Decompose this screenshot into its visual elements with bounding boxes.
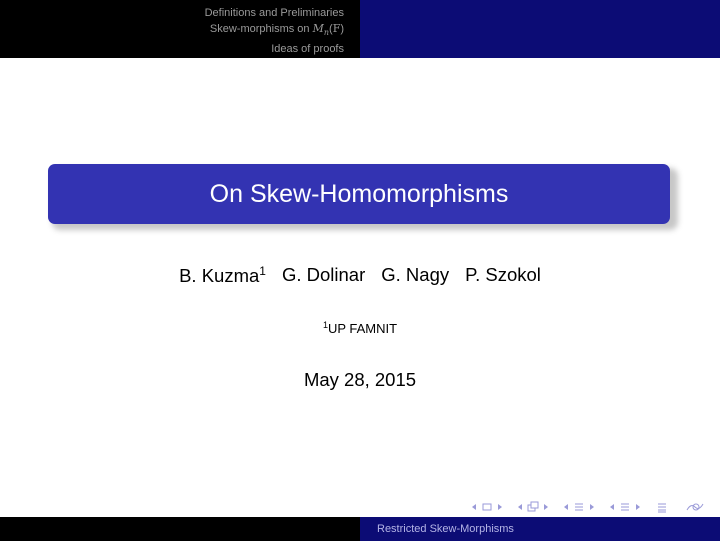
affiliation-mark: 1 [322, 320, 328, 330]
subsection-icon[interactable] [527, 501, 539, 513]
math-field-f: F [332, 22, 341, 35]
spacer [599, 501, 605, 513]
paren-close: ) [340, 23, 344, 35]
footer-right-panel [360, 517, 720, 541]
affiliation-text: UP FAMNIT [327, 321, 398, 336]
nav-section-ideas-of-proofs[interactable]: Ideas of proofs [271, 43, 344, 56]
footer-title: Restricted Skew-Morphisms [377, 523, 514, 535]
nav-section-skew-morphisms[interactable] [0, 21, 344, 41]
section-next-icon[interactable] [588, 501, 596, 513]
affiliation [0, 320, 720, 336]
search-icon[interactable] [684, 501, 708, 513]
nav-section-skew-prefix: Skew-morphisms on [209, 23, 313, 35]
slide-title: On Skew-Homomorphisms [209, 179, 509, 208]
subsection-next2-icon[interactable] [634, 501, 642, 513]
frame-next-icon[interactable] [496, 501, 504, 513]
author-dolinar [282, 264, 365, 287]
subsection-prev-icon[interactable] [516, 501, 524, 513]
header-bar [0, 0, 720, 58]
footer-bar [0, 517, 720, 541]
author-szokol [465, 264, 541, 287]
author-name: B. Kuzma [179, 265, 260, 286]
presentation-date: May 28, 2015 [303, 369, 417, 390]
navigation-symbols [470, 500, 708, 514]
section-navigation [0, 0, 360, 58]
author-name: G. Dolinar [281, 264, 366, 285]
title-box [48, 164, 670, 224]
footer-left-panel [0, 517, 360, 541]
math-symbol-m: M [312, 22, 324, 35]
spacer [671, 501, 681, 513]
math-subscript-n: n [323, 28, 330, 38]
spacer [645, 501, 653, 513]
section-prev-icon[interactable] [562, 501, 570, 513]
nav-section-definitions[interactable]: Definitions and Preliminaries [204, 7, 344, 19]
author-kuzma [179, 264, 266, 287]
section-icon[interactable] [573, 501, 585, 513]
author-list [0, 264, 720, 287]
header-right-panel [360, 0, 720, 58]
spacer [507, 501, 513, 513]
frame-prev-icon[interactable] [470, 501, 478, 513]
subsection-next-icon[interactable] [542, 501, 550, 513]
frame-icon[interactable] [481, 501, 493, 513]
subsection-prev2-icon[interactable] [608, 501, 616, 513]
subsection2-icon[interactable] [619, 501, 631, 513]
author-name: P. Szokol [465, 264, 541, 285]
author-name: G. Nagy [381, 264, 450, 285]
affiliation-mark: 1 [259, 264, 266, 278]
paren-open: ( [329, 23, 333, 35]
spacer [553, 501, 559, 513]
document-icon[interactable] [656, 501, 668, 513]
author-nagy [381, 264, 449, 287]
